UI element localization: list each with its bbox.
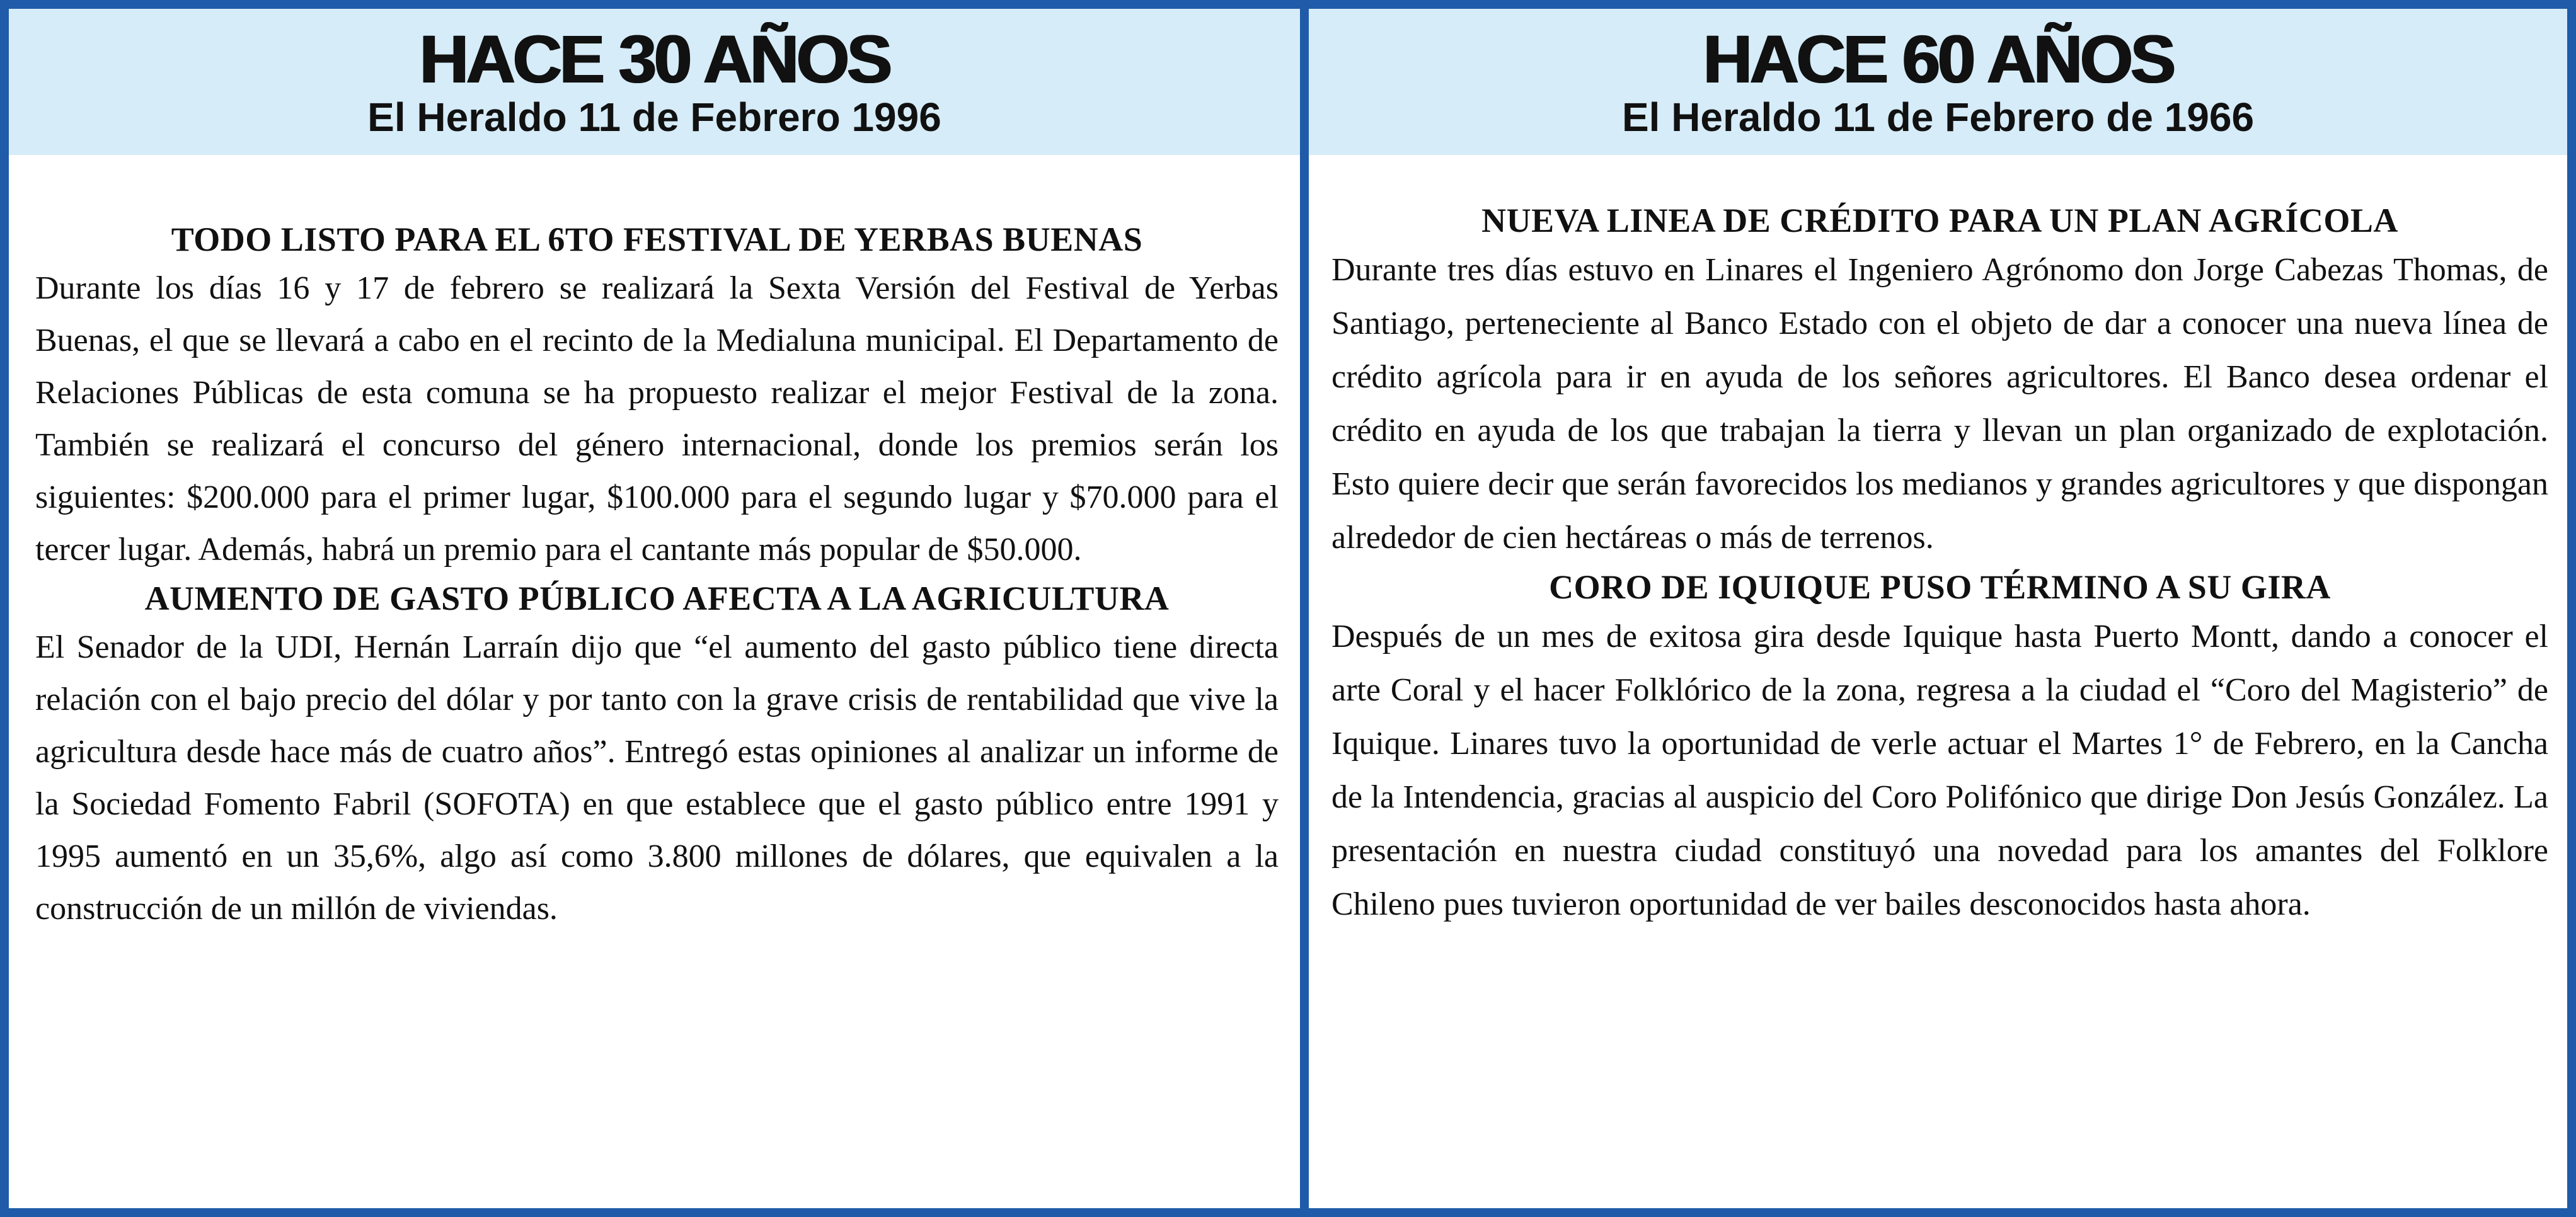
column-heading: HACE 30 AÑOS	[419, 21, 890, 97]
article-text: El Senador de la UDI, Hernán Larraín dijo que “el aumento del gasto público tiene directa relación con el bajo precio del dólar y por tanto con la grave crisis de rentabilidad que vive la agricultura desde hace más de cuatro años”. Entregó estas opiniones al analizar un informe de la Sociedad Fomento Fabril (SOFOTA) en que establece que el gasto público entre 1991 y 1995 aumentó en un 35,6%, algo así como 3.800 millones de dólares, que equivalen a la construcción de un millón de viviendas.	[35, 629, 1279, 927]
column-heading: HACE 60 AÑOS	[1703, 21, 2173, 97]
column-body	[1309, 198, 2567, 931]
article-text: Después de un mes de exitosa gira desde Iquique hasta Puerto Montt, dando a conocer el arte Coral y el hacer Folklórico de la zona, regresa a la ciudad el “Coro del Magisterio” de Iquique. Linares tuvo la oportunidad de verle actuar el Martes 1° de Febrero, en la Cancha de la Intendencia, gracias al auspicio del Coro Polifónico que dirige Don Jesús González. La presentación en nuestra ciudad constituyó una novedad para los amantes del Folklore Chileno pues tuvieron oportunidad de ver bailes desconocidos hasta ahora.	[1331, 619, 2548, 922]
article-title: TODO LISTO PARA EL 6TO FESTIVAL DE YERBAS BUENAS	[171, 220, 1143, 258]
article-gasto-publico	[35, 576, 1279, 935]
column-subheading: El Heraldo 11 de Febrero 1996	[367, 94, 941, 140]
article-linea-credito	[1331, 198, 2548, 564]
article-festival-yerbas-buenas	[35, 217, 1279, 576]
article-text: Durante tres días estuvo en Linares el Ingeniero Agrónomo don Jorge Cabezas Thomas, de Santiago, perteneciente al Banco Estado con el objeto de dar a conocer una nueva línea de crédito agrícola para ir en ayuda de los señores agricultores. El Banco desea ordenar el crédito en ayuda de los que trabajan la tierra y llevan un plan organizado de explotación. Esto quiere decir que serán favorecidos los medianos y grandes agricultores y que dispongan alrededor de cien hectáreas o más de terrenos.	[1331, 252, 2548, 556]
article-text: Durante los días 16 y 17 de febrero se realizará la Sexta Versión del Festival de Yerbas Buenas, el que se llevará a cabo en el recinto de la Medialuna municipal. El Departamento de Relaciones Públicas de esta comuna se ha propuesto realizar el mejor Festival de la zona. También se realizará el concurso del género internacional, donde los premios serán los siguientes: $200.000 para el primer lugar, $100.000 para el segundo lugar y $70.000 para el tercer lugar. Además, habrá un premio para el cantante más popular de $50.000.	[35, 270, 1279, 568]
article-title: NUEVA LINEA DE CRÉDITO PARA UN PLAN AGRÍCOLA	[1481, 202, 2398, 239]
column-60-years	[1304, 0, 2576, 1217]
column-header-60-years	[1309, 9, 2567, 155]
article-title: AUMENTO DE GASTO PÚBLICO AFECTA A LA AGRICULTURA	[144, 580, 1170, 617]
article-title: CORO DE IQUIQUE PUSO TÉRMINO A SU GIRA	[1549, 568, 2331, 606]
article-coro-iquique	[1331, 564, 2548, 931]
column-body	[9, 217, 1300, 935]
column-subheading: El Heraldo 11 de Febrero de 1966	[1621, 94, 2255, 140]
column-header-30-years	[9, 9, 1300, 155]
